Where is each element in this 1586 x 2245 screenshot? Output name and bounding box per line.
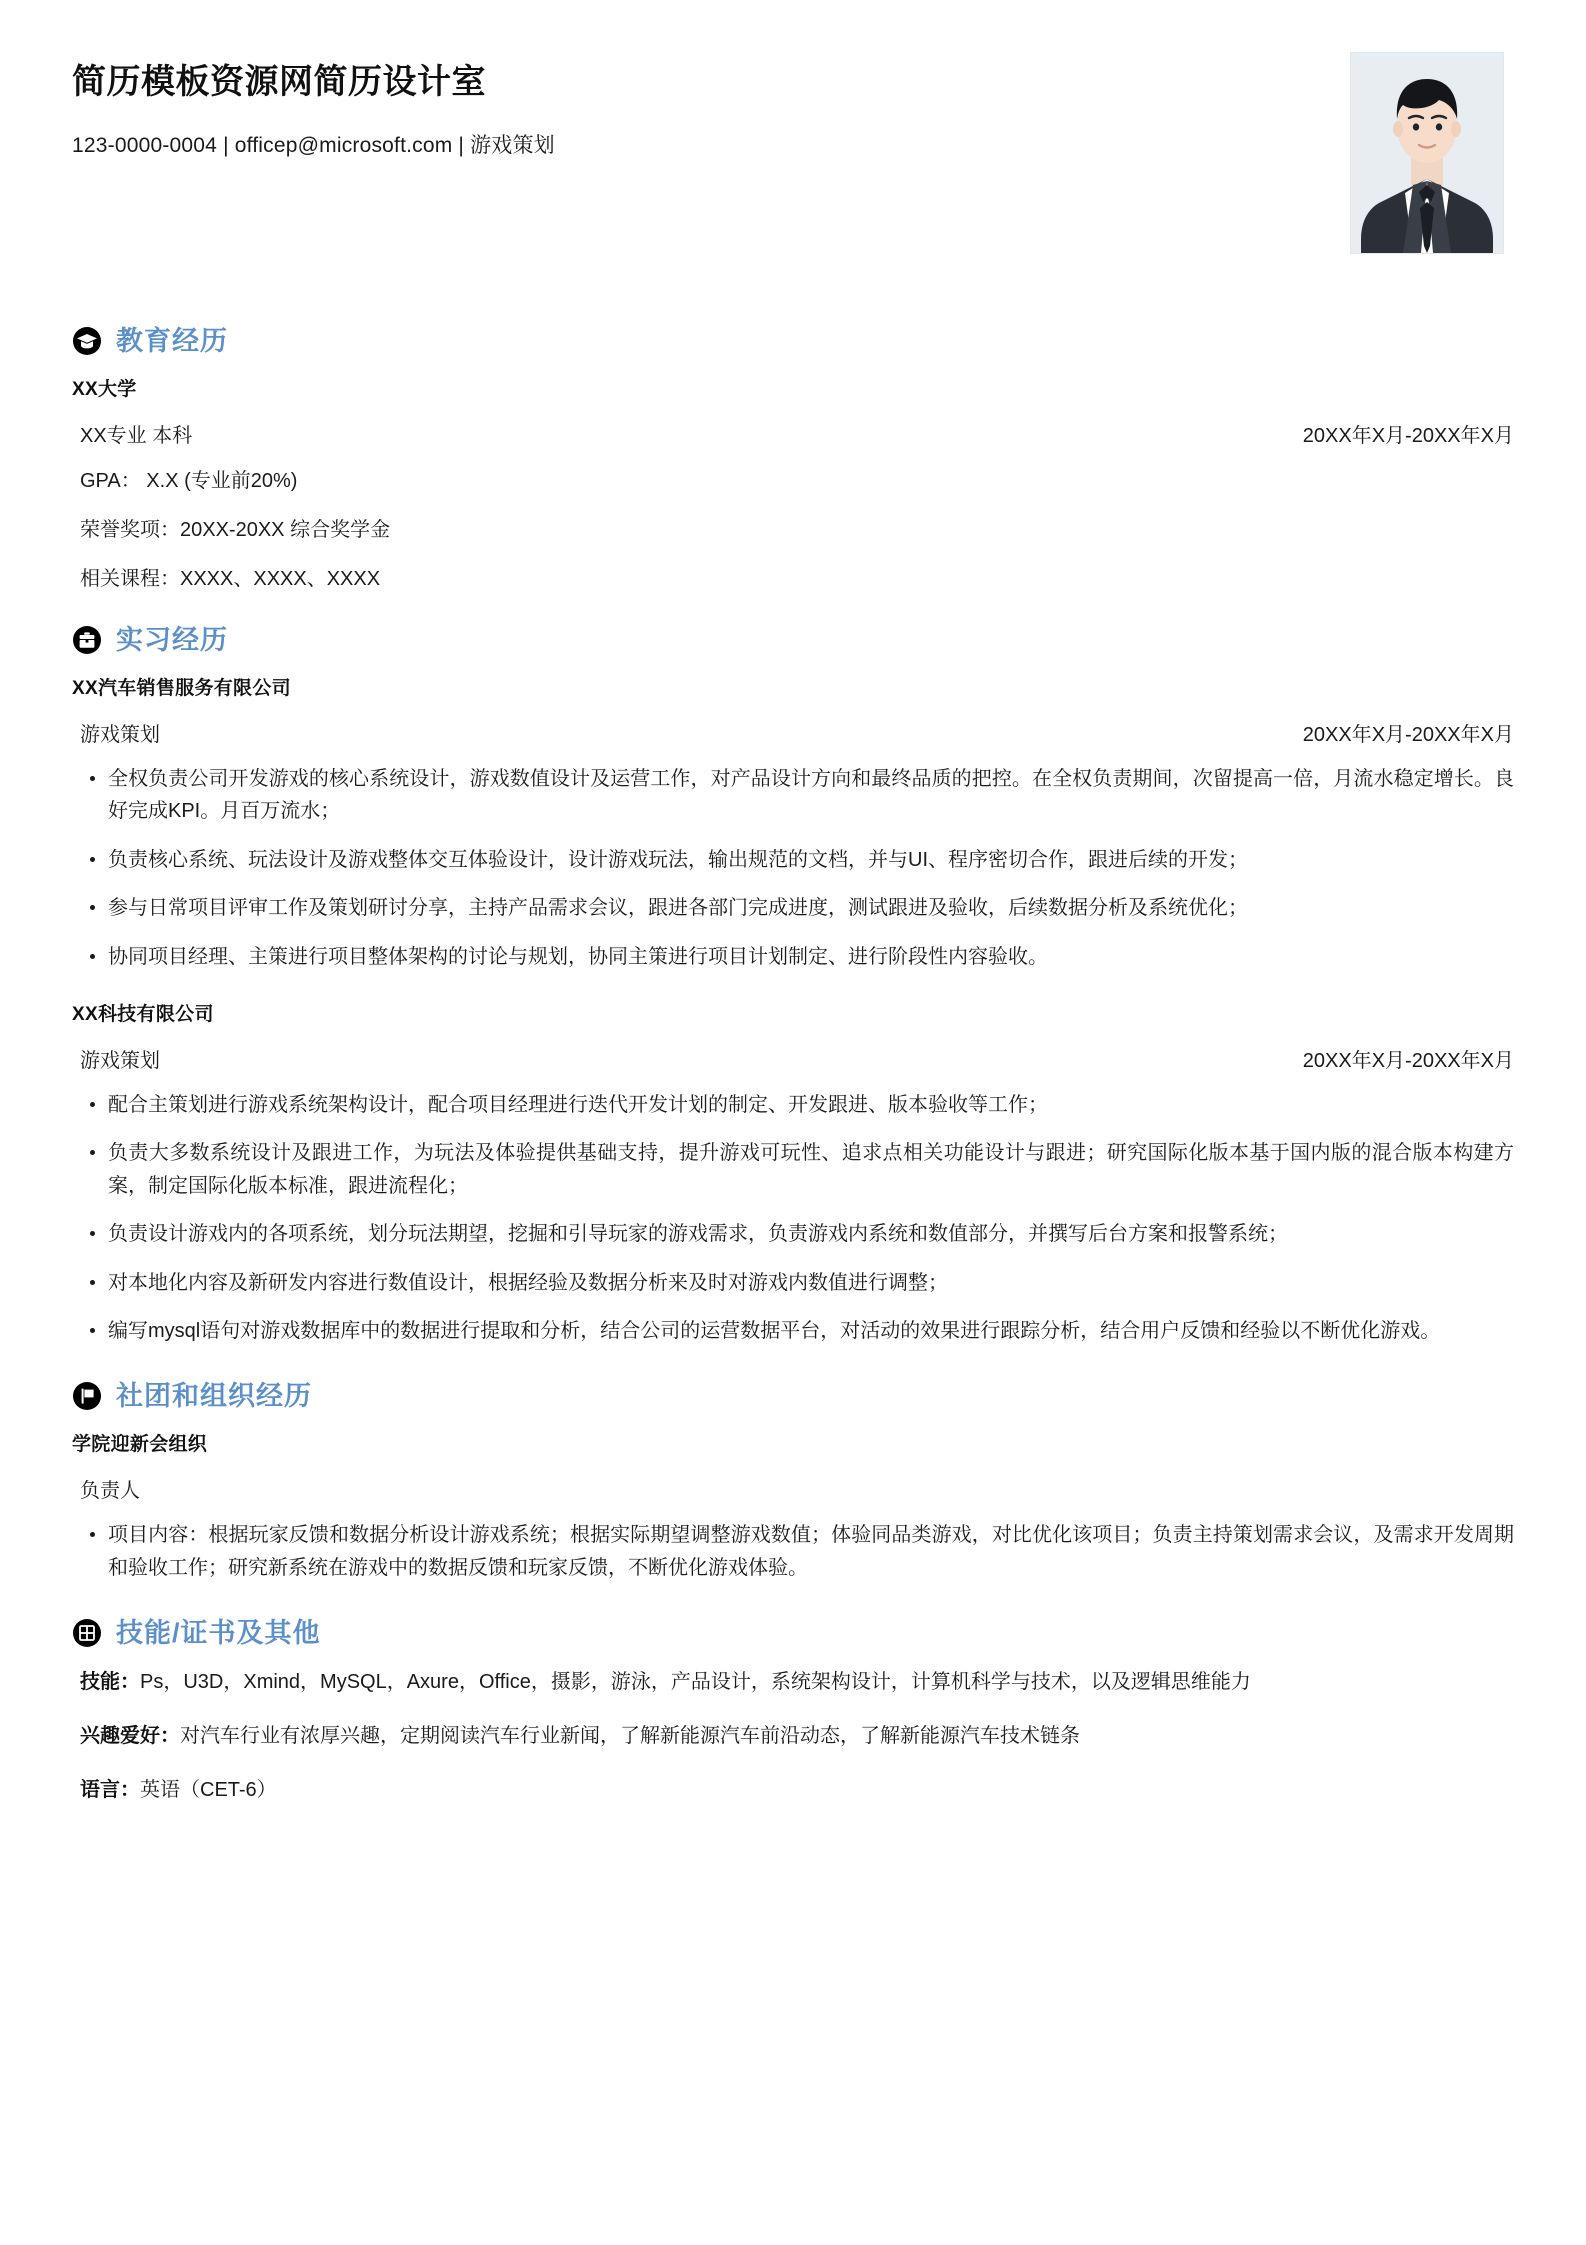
section-header-club <box>72 1381 1514 1411</box>
skill-label: 语言： <box>80 1779 140 1802</box>
company-name: XX汽车销售服务有限公司 <box>72 678 291 699</box>
list-item: 配合主策划进行游戏系统架构设计，配合项目经理进行迭代开发计划的制定、开发跟进、版本验收等工作； <box>86 1089 1514 1121</box>
list-item: 参与日常项目评审工作及策划研讨分享，主持产品需求会议，跟进各部门完成进度，测试跟进及验收，后续数据分析及系统优化； <box>86 892 1514 924</box>
list-item: 协同项目经理、主策进行项目整体架构的讨论与规划，协同主策进行项目计划制定、进行阶段性内容验收。 <box>86 941 1514 973</box>
briefcase-icon <box>72 625 102 655</box>
list-item: 全权负责公司开发游戏的核心系统设计，游戏数值设计及运营工作，对产品设计方向和最终品质的把控。在全权负责期间，次留提高一倍，月流水稳定增长。良好完成KPI。月百万流水； <box>86 763 1514 828</box>
section-header-internship <box>72 625 1514 655</box>
education-courses: 相关课程：XXXX、XXXX、XXXX <box>80 568 381 590</box>
education-major: XX专业 本科 <box>80 425 193 447</box>
section-internship <box>72 625 1514 1347</box>
club-role: 负责人 <box>80 1480 140 1503</box>
club-bullet-list <box>72 1519 1514 1584</box>
flag-icon <box>72 1381 102 1411</box>
company-name: XX科技有限公司 <box>72 1003 214 1025</box>
section-title-internship: 实习经历 <box>116 624 228 655</box>
list-item: 负责设计游戏内的各项系统，划分玩法期望，挖掘和引导玩家的游戏需求，负责游戏内系统和数值部分，并撰写后台方案和报警系统； <box>86 1218 1514 1250</box>
section-header-skills <box>72 1618 1514 1648</box>
job-position: 游戏策划 <box>470 133 555 157</box>
header-text-block <box>72 52 555 160</box>
grid-plus-icon <box>72 1618 102 1648</box>
education-major-row <box>72 419 1514 448</box>
section-header-education <box>72 326 1514 356</box>
section-title-education: 教育经历 <box>116 325 228 356</box>
section-education <box>72 326 1514 591</box>
internship-bullet-list <box>72 763 1514 973</box>
resume-header <box>72 52 1514 292</box>
internship-role-row <box>72 1044 1514 1073</box>
list-item: 负责核心系统、玩法设计及游戏整体交互体验设计，设计游戏玩法，输出规范的文档，并与UI、程序密切合作，跟进后续的开发； <box>86 844 1514 876</box>
skill-row-skills <box>72 1666 1514 1698</box>
school-name: XX大学 <box>72 379 137 400</box>
club-role-row <box>72 1474 1514 1503</box>
list-item: 负责大多数系统设计及跟进工作，为玩法及体验提供基础支持，提升游戏可玩性、追求点相关功能设计与跟进；研究国际化版本基于国内版的混合版本构建方案，制定国际化版本标准，跟进流程化； <box>86 1137 1514 1202</box>
internship-entry <box>72 999 1514 1347</box>
education-dates: 20XX年X月-20XX年X月 <box>1302 425 1514 447</box>
skill-row-language <box>72 1774 1514 1806</box>
page-title: 简历模板资源网简历设计室 <box>72 63 486 101</box>
club-organization: 学院迎新会组织 <box>72 1434 208 1456</box>
avatar-illustration <box>1351 53 1503 253</box>
skill-value: 英语（CET-6） <box>140 1779 277 1802</box>
education-gpa: GPA： X.X (专业前20%) <box>80 470 298 492</box>
list-item: 项目内容：根据玩家反馈和数据分析设计游戏系统；根据实际期望调整游戏数值；体验同品类游戏，对比优化该项目；负责主持策划需求会议，及需求开发周期和验收工作；研究新系统在游戏中的数据反馈和玩家反馈，不断优化游戏体验。 <box>86 1519 1514 1584</box>
email-address: officep@microsoft.com <box>234 133 453 157</box>
internship-dates: 20XX年X月-20XX年X月 <box>1302 1049 1514 1072</box>
education-honors: 荣誉奖项：20XX-20XX 综合奖学金 <box>80 519 391 541</box>
internship-dates: 20XX年X月-20XX年X月 <box>1302 724 1514 746</box>
internship-entry <box>72 673 1514 973</box>
club-entry <box>72 1429 1514 1584</box>
internship-bullet-list <box>72 1089 1514 1347</box>
graduation-cap-icon <box>72 326 102 356</box>
skill-value: Ps，U3D，Xmind，MySQL，Axure，Office，摄影，游泳，产品设计，系统架构设计，计算机科学与技术，以及逻辑思维能力 <box>140 1671 1251 1694</box>
section-title-skills: 技能/证书及其他 <box>116 1617 321 1648</box>
contact-separator-2: | <box>458 133 465 157</box>
contact-separator-1: | <box>223 133 229 157</box>
skill-value: 对汽车行业有浓厚兴趣，定期阅读汽车行业新闻，了解新能源汽车前沿动态，了解新能源汽车技术链条 <box>180 1725 1080 1748</box>
section-skills <box>72 1618 1514 1806</box>
internship-role: 游戏策划 <box>80 1049 160 1072</box>
phone-number: 123-0000-0004 <box>72 133 218 157</box>
list-item: 对本地化内容及新研发内容进行数值设计，根据经验及数据分析来及时对游戏内数值进行调整； <box>86 1267 1514 1299</box>
skill-label: 兴趣爱好： <box>80 1725 180 1748</box>
section-club <box>72 1381 1514 1584</box>
list-item: 编写mysql语句对游戏数据库中的数据进行提取和分析，结合公司的运营数据平台，对活动的效果进行跟踪分析，结合用户反馈和经验以不断优化游戏。 <box>86 1315 1514 1347</box>
skill-label: 技能： <box>80 1671 140 1694</box>
profile-photo <box>1350 52 1504 254</box>
internship-role: 游戏策划 <box>80 724 160 746</box>
section-title-club: 社团和组织经历 <box>116 1380 312 1411</box>
skill-row-interests <box>72 1720 1514 1752</box>
internship-role-row <box>72 718 1514 747</box>
education-entry <box>72 374 1514 591</box>
contact-line <box>72 131 555 160</box>
